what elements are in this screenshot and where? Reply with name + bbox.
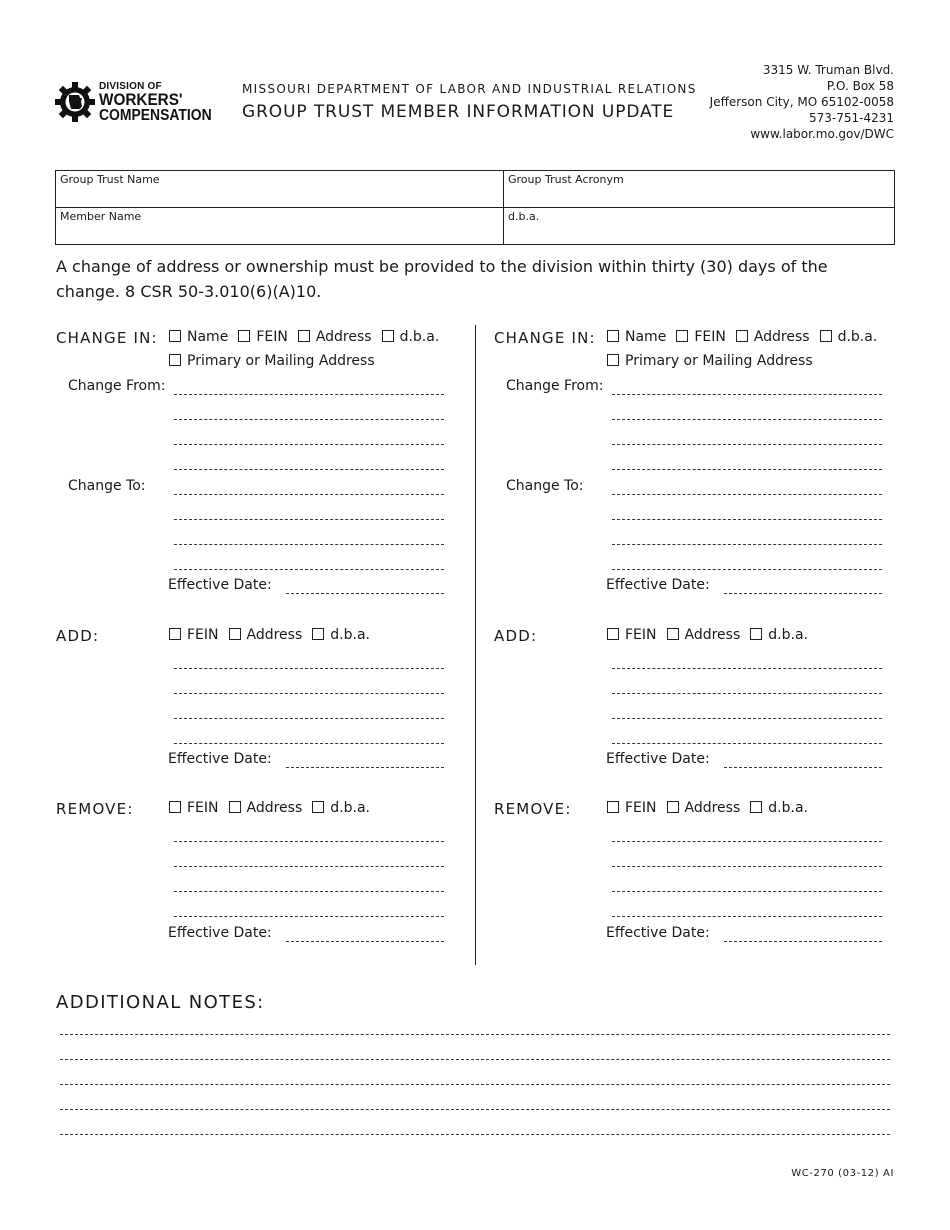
option-label: FEIN [187,800,219,816]
add-line[interactable] [612,668,882,669]
change-from-label: Change From: [506,378,604,394]
option-label: Address [246,800,303,816]
option-label: FEIN [187,627,219,643]
remove-fein-checkbox[interactable] [169,800,219,816]
add-label: ADD: [56,627,100,645]
option-label: FEIN [694,329,726,345]
checkbox-icon [238,330,250,342]
add-address-checkbox[interactable] [229,627,303,643]
form-title: GROUP TRUST MEMBER INFORMATION UPDATE [242,102,675,122]
option-label: Primary or Mailing Address [187,353,375,369]
change-to-line[interactable] [174,544,444,545]
remove-line[interactable] [612,891,882,892]
remove-line[interactable] [174,891,444,892]
change-effective-date-label: Effective Date: [606,577,710,593]
checkbox-icon [607,801,619,813]
checkbox-icon [676,330,688,342]
add-fein-checkbox[interactable] [169,627,219,643]
change-from-label: Change From: [68,378,166,394]
remove-options [169,800,380,816]
change-fein-checkbox[interactable] [676,329,726,345]
remove-line[interactable] [612,841,882,842]
gear-missouri-logo-icon [55,80,95,124]
checkbox-icon [298,330,310,342]
option-label: Address [684,800,741,816]
logo-line-3: COMPENSATION [99,107,212,124]
notes-line[interactable] [60,1134,890,1135]
option-label: d.b.a. [399,329,440,345]
change-to-line[interactable] [612,519,882,520]
remove-line[interactable] [612,916,882,917]
add-dba-checkbox[interactable] [750,627,808,643]
add-options [607,627,818,643]
remove-dba-checkbox[interactable] [312,800,370,816]
change-from-line[interactable] [612,419,882,420]
column-divider [475,325,476,965]
change-name-checkbox[interactable] [169,329,228,345]
member-name-label: Member Name [60,210,142,223]
group-trust-name-field[interactable] [56,171,503,207]
option-label: d.b.a. [837,329,878,345]
address-phone: 573-751-4231 [808,111,894,125]
option-label: Address [315,329,372,345]
checkbox-icon [169,330,181,342]
remove-line[interactable] [174,841,444,842]
option-label: d.b.a. [330,627,370,643]
remove-effective-date-label: Effective Date: [606,925,710,941]
change-notice: A change of address or ownership must be provided to the division within thirty (30) days of the change. 8 CSR 50-3.010(6)(A)10. [56,257,828,301]
checkbox-icon [229,801,241,813]
dba-field[interactable] [504,208,894,244]
update-column-right [494,325,894,965]
add-fein-checkbox[interactable] [607,627,657,643]
change-in-options [607,329,887,345]
option-label: FEIN [625,800,657,816]
notes-line[interactable] [60,1109,890,1110]
change-name-checkbox[interactable] [607,329,666,345]
remove-address-checkbox[interactable] [667,800,741,816]
checkbox-icon [607,330,619,342]
change-dba-checkbox[interactable] [820,329,878,345]
group-trust-name-label: Group Trust Name [60,173,160,186]
change-to-line[interactable] [174,519,444,520]
change-from-line[interactable] [174,419,444,420]
add-line[interactable] [174,718,444,719]
add-line[interactable] [174,693,444,694]
change-fein-checkbox[interactable] [238,329,288,345]
remove-line[interactable] [612,866,882,867]
add-effective-date-label: Effective Date: [168,751,272,767]
address-po-box: P.O. Box 58 [826,79,894,93]
checkbox-icon [169,354,181,366]
change-from-line[interactable] [174,469,444,470]
remove-effective-date-label: Effective Date: [168,925,272,941]
notes-line[interactable] [60,1059,890,1060]
change-from-line[interactable] [612,469,882,470]
option-label: d.b.a. [330,800,370,816]
change-from-line[interactable] [174,444,444,445]
division-address [710,62,894,142]
update-column-left [56,325,456,965]
checkbox-icon [667,801,679,813]
add-effective-date-line[interactable] [724,767,882,768]
checkbox-icon [607,354,619,366]
remove-address-checkbox[interactable] [229,800,303,816]
option-label: Name [187,329,229,345]
change-address-checkbox[interactable] [736,329,810,345]
remove-options [607,800,818,816]
option-label: Name [625,329,667,345]
add-effective-date-label: Effective Date: [606,751,710,767]
change-to-label: Change To: [68,478,146,494]
address-website[interactable]: www.labor.mo.gov/DWC [750,127,894,141]
department-name: MISSOURI DEPARTMENT OF LABOR AND INDUSTRIAL RELATIONS [242,82,697,96]
add-label: ADD: [494,627,538,645]
change-from-line[interactable] [612,444,882,445]
logo-line-1: DIVISION OF [99,81,162,92]
remove-effective-date-line[interactable] [724,941,882,942]
remove-label: REMOVE: [494,800,572,818]
checkbox-icon [312,628,324,640]
checkbox-icon [607,628,619,640]
add-address-checkbox[interactable] [667,627,741,643]
change-to-line[interactable] [174,569,444,570]
change-from-line[interactable] [174,394,444,395]
group-trust-acronym-field[interactable] [504,171,894,207]
option-label: Address [246,627,303,643]
add-line[interactable] [612,743,882,744]
change-effective-date-line[interactable] [286,593,444,594]
checkbox-icon [736,330,748,342]
notes-line[interactable] [60,1084,890,1085]
change-dba-checkbox[interactable] [382,329,440,345]
remove-label: REMOVE: [56,800,134,818]
add-effective-date-line[interactable] [286,767,444,768]
checkbox-icon [667,628,679,640]
checkbox-icon [820,330,832,342]
remove-line[interactable] [174,916,444,917]
additional-notes-label: ADDITIONAL NOTES: [56,992,265,1013]
change-primary-address-checkbox[interactable] [169,353,375,369]
change-effective-date-label: Effective Date: [168,577,272,593]
add-line[interactable] [174,668,444,669]
change-to-line[interactable] [612,544,882,545]
address-street: 3315 W. Truman Blvd. [762,63,894,77]
checkbox-icon [229,628,241,640]
change-address-checkbox[interactable] [298,329,372,345]
change-effective-date-line[interactable] [724,593,882,594]
option-label: FEIN [256,329,288,345]
option-label: Address [684,627,741,643]
checkbox-icon [169,628,181,640]
add-options [169,627,380,643]
add-line[interactable] [612,718,882,719]
change-from-line[interactable] [612,394,882,395]
address-city: Jefferson City, MO 65102-0058 [709,95,894,109]
change-in-options [169,329,449,345]
change-in-label: CHANGE IN: [494,329,596,347]
member-info-table [55,170,895,245]
add-line[interactable] [612,693,882,694]
change-to-line[interactable] [612,494,882,495]
remove-fein-checkbox[interactable] [607,800,657,816]
notes-line[interactable] [60,1034,890,1035]
change-to-line[interactable] [612,569,882,570]
change-in-label: CHANGE IN: [56,329,158,347]
form-number: WC-270 (03-12) AI [791,1168,894,1179]
add-dba-checkbox[interactable] [312,627,370,643]
change-to-line[interactable] [174,494,444,495]
remove-effective-date-line[interactable] [286,941,444,942]
member-name-field[interactable] [56,208,503,244]
dba-label: d.b.a. [508,210,540,223]
remove-line[interactable] [174,866,444,867]
logo-line-2: WORKERS' [99,90,183,109]
checkbox-icon [750,801,762,813]
option-label: FEIN [625,627,657,643]
option-label: Primary or Mailing Address [625,353,813,369]
remove-dba-checkbox[interactable] [750,800,808,816]
change-to-label: Change To: [506,478,584,494]
option-label: Address [753,329,810,345]
division-logo [55,80,230,126]
checkbox-icon [382,330,394,342]
group-trust-acronym-label: Group Trust Acronym [508,173,624,186]
add-line[interactable] [174,743,444,744]
checkbox-icon [312,801,324,813]
option-label: d.b.a. [768,800,808,816]
checkbox-icon [169,801,181,813]
option-label: d.b.a. [768,627,808,643]
checkbox-icon [750,628,762,640]
change-primary-address-checkbox[interactable] [607,353,813,369]
